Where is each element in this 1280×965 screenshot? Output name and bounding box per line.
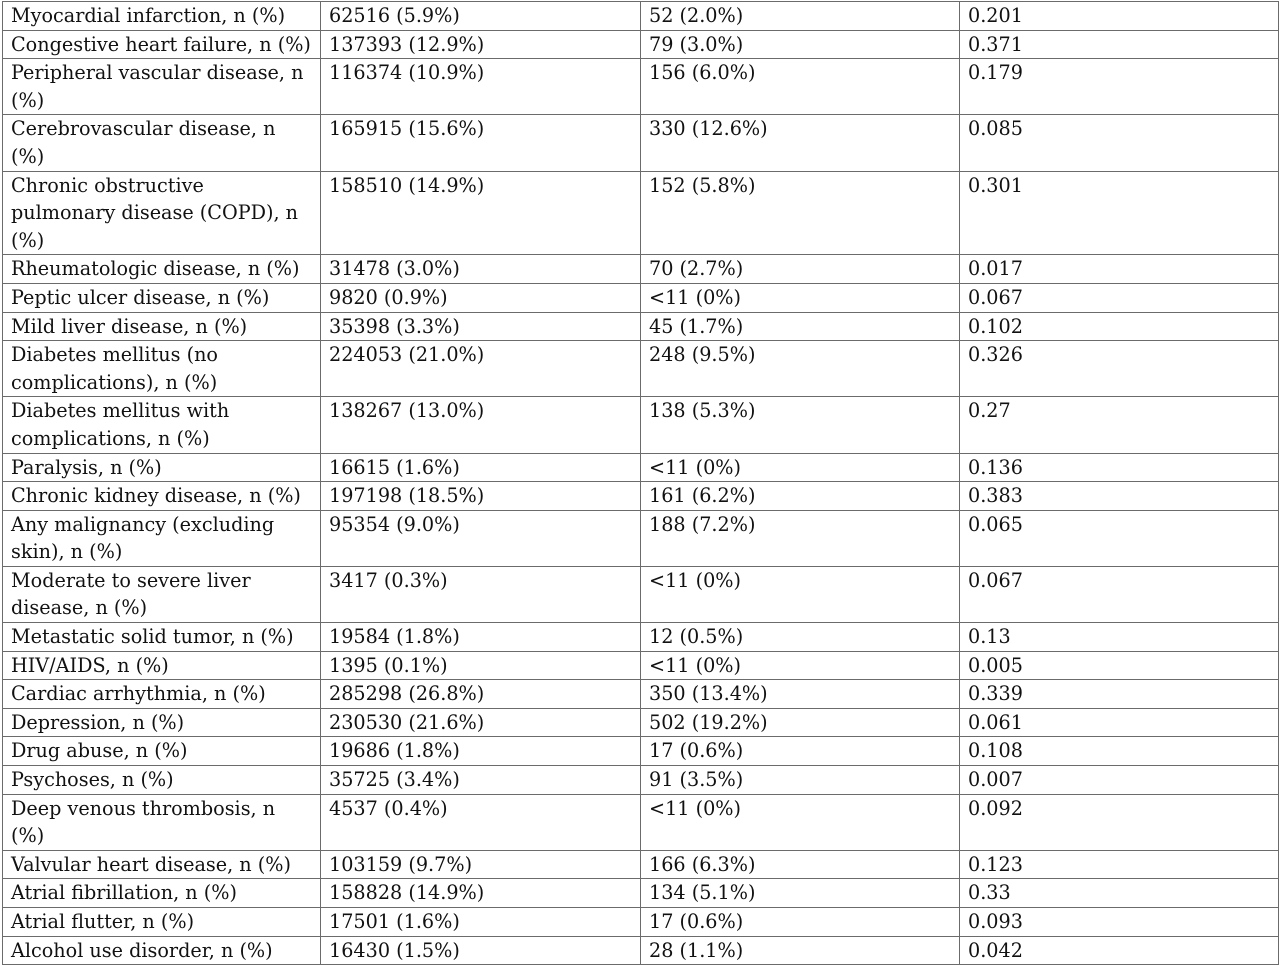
table-row [3, 30, 1279, 59]
group-count-cell: 152 (5.8%) [641, 171, 960, 255]
overall-count-cell: 19686 (1.8%) [321, 737, 641, 766]
table-row [3, 510, 1279, 566]
smd-value-cell: 0.065 [960, 510, 1279, 566]
smd-value-cell: 0.371 [960, 30, 1279, 59]
smd-value-cell: 0.102 [960, 312, 1279, 341]
group-count-cell: 156 (6.0%) [641, 59, 960, 115]
table-row [3, 312, 1279, 341]
smd-value-cell: 0.042 [960, 936, 1279, 965]
group-count-cell: 52 (2.0%) [641, 2, 960, 31]
table-row [3, 283, 1279, 312]
smd-value-cell: 0.067 [960, 566, 1279, 622]
table-row [3, 341, 1279, 397]
smd-value-cell: 0.085 [960, 115, 1279, 171]
overall-count-cell: 138267 (13.0%) [321, 397, 641, 453]
group-count-cell: 330 (12.6%) [641, 115, 960, 171]
overall-count-cell: 285298 (26.8%) [321, 680, 641, 709]
condition-label-cell: Rheumatologic disease, n (%) [3, 255, 321, 284]
table-row [3, 651, 1279, 680]
group-count-cell: 166 (6.3%) [641, 850, 960, 879]
condition-label-cell: Diabetes mellitus with complications, n (%) [3, 397, 321, 453]
condition-label-cell: Congestive heart failure, n (%) [3, 30, 321, 59]
group-count-cell: 350 (13.4%) [641, 680, 960, 709]
condition-label-cell: Deep venous thrombosis, n (%) [3, 794, 321, 850]
condition-label-cell: Myocardial infarction, n (%) [3, 2, 321, 31]
table-row [3, 453, 1279, 482]
condition-label-cell: Valvular heart disease, n (%) [3, 850, 321, 879]
overall-count-cell: 17501 (1.6%) [321, 908, 641, 937]
condition-label-cell: Chronic obstructive pulmonary disease (COPD), n (%) [3, 171, 321, 255]
smd-value-cell: 0.27 [960, 397, 1279, 453]
condition-label-cell: Diabetes mellitus (no complications), n (%) [3, 341, 321, 397]
table-row [3, 566, 1279, 622]
group-count-cell: <11 (0%) [641, 283, 960, 312]
table-row [3, 936, 1279, 965]
group-count-cell: 45 (1.7%) [641, 312, 960, 341]
smd-value-cell: 0.201 [960, 2, 1279, 31]
smd-value-cell: 0.136 [960, 453, 1279, 482]
group-count-cell: <11 (0%) [641, 651, 960, 680]
overall-count-cell: 224053 (21.0%) [321, 341, 641, 397]
overall-count-cell: 158510 (14.9%) [321, 171, 641, 255]
smd-value-cell: 0.13 [960, 623, 1279, 652]
smd-value-cell: 0.33 [960, 879, 1279, 908]
overall-count-cell: 62516 (5.9%) [321, 2, 641, 31]
group-count-cell: 17 (0.6%) [641, 908, 960, 937]
table-row [3, 255, 1279, 284]
overall-count-cell: 19584 (1.8%) [321, 623, 641, 652]
table-row [3, 737, 1279, 766]
smd-value-cell: 0.067 [960, 283, 1279, 312]
smd-value-cell: 0.061 [960, 708, 1279, 737]
condition-label-cell: Chronic kidney disease, n (%) [3, 482, 321, 511]
overall-count-cell: 103159 (9.7%) [321, 850, 641, 879]
overall-count-cell: 230530 (21.6%) [321, 708, 641, 737]
condition-label-cell: HIV/AIDS, n (%) [3, 651, 321, 680]
table-row [3, 482, 1279, 511]
smd-value-cell: 0.093 [960, 908, 1279, 937]
condition-label-cell: Atrial fibrillation, n (%) [3, 879, 321, 908]
condition-label-cell: Any malignancy (excluding skin), n (%) [3, 510, 321, 566]
overall-count-cell: 31478 (3.0%) [321, 255, 641, 284]
group-count-cell: <11 (0%) [641, 566, 960, 622]
group-count-cell: 248 (9.5%) [641, 341, 960, 397]
comorbidity-table-container [2, 1, 1279, 965]
group-count-cell: <11 (0%) [641, 794, 960, 850]
condition-label-cell: Psychoses, n (%) [3, 766, 321, 795]
condition-label-cell: Moderate to severe liver disease, n (%) [3, 566, 321, 622]
table-row [3, 397, 1279, 453]
table-row [3, 908, 1279, 937]
group-count-cell: 12 (0.5%) [641, 623, 960, 652]
table-row [3, 766, 1279, 795]
group-count-cell: 17 (0.6%) [641, 737, 960, 766]
condition-label-cell: Atrial flutter, n (%) [3, 908, 321, 937]
condition-label-cell: Alcohol use disorder, n (%) [3, 936, 321, 965]
condition-label-cell: Paralysis, n (%) [3, 453, 321, 482]
smd-value-cell: 0.123 [960, 850, 1279, 879]
comorbidity-table [2, 1, 1279, 965]
smd-value-cell: 0.301 [960, 171, 1279, 255]
smd-value-cell: 0.005 [960, 651, 1279, 680]
overall-count-cell: 165915 (15.6%) [321, 115, 641, 171]
overall-count-cell: 137393 (12.9%) [321, 30, 641, 59]
overall-count-cell: 35398 (3.3%) [321, 312, 641, 341]
overall-count-cell: 16430 (1.5%) [321, 936, 641, 965]
table-row [3, 115, 1279, 171]
overall-count-cell: 9820 (0.9%) [321, 283, 641, 312]
group-count-cell: 188 (7.2%) [641, 510, 960, 566]
table-row [3, 850, 1279, 879]
smd-value-cell: 0.383 [960, 482, 1279, 511]
overall-count-cell: 3417 (0.3%) [321, 566, 641, 622]
group-count-cell: 138 (5.3%) [641, 397, 960, 453]
condition-label-cell: Drug abuse, n (%) [3, 737, 321, 766]
table-row [3, 59, 1279, 115]
group-count-cell: <11 (0%) [641, 453, 960, 482]
group-count-cell: 161 (6.2%) [641, 482, 960, 511]
overall-count-cell: 35725 (3.4%) [321, 766, 641, 795]
overall-count-cell: 95354 (9.0%) [321, 510, 641, 566]
condition-label-cell: Metastatic solid tumor, n (%) [3, 623, 321, 652]
group-count-cell: 502 (19.2%) [641, 708, 960, 737]
group-count-cell: 134 (5.1%) [641, 879, 960, 908]
table-body [3, 2, 1279, 965]
smd-value-cell: 0.339 [960, 680, 1279, 709]
overall-count-cell: 197198 (18.5%) [321, 482, 641, 511]
condition-label-cell: Cardiac arrhythmia, n (%) [3, 680, 321, 709]
smd-value-cell: 0.326 [960, 341, 1279, 397]
table-row [3, 171, 1279, 255]
smd-value-cell: 0.092 [960, 794, 1279, 850]
overall-count-cell: 116374 (10.9%) [321, 59, 641, 115]
group-count-cell: 91 (3.5%) [641, 766, 960, 795]
overall-count-cell: 16615 (1.6%) [321, 453, 641, 482]
table-row [3, 623, 1279, 652]
condition-label-cell: Peptic ulcer disease, n (%) [3, 283, 321, 312]
smd-value-cell: 0.179 [960, 59, 1279, 115]
smd-value-cell: 0.007 [960, 766, 1279, 795]
group-count-cell: 28 (1.1%) [641, 936, 960, 965]
table-row [3, 2, 1279, 31]
group-count-cell: 70 (2.7%) [641, 255, 960, 284]
overall-count-cell: 1395 (0.1%) [321, 651, 641, 680]
table-row [3, 680, 1279, 709]
condition-label-cell: Peripheral vascular disease, n (%) [3, 59, 321, 115]
condition-label-cell: Depression, n (%) [3, 708, 321, 737]
table-row [3, 794, 1279, 850]
smd-value-cell: 0.108 [960, 737, 1279, 766]
group-count-cell: 79 (3.0%) [641, 30, 960, 59]
smd-value-cell: 0.017 [960, 255, 1279, 284]
overall-count-cell: 4537 (0.4%) [321, 794, 641, 850]
table-row [3, 879, 1279, 908]
condition-label-cell: Cerebrovascular disease, n (%) [3, 115, 321, 171]
condition-label-cell: Mild liver disease, n (%) [3, 312, 321, 341]
table-row [3, 708, 1279, 737]
overall-count-cell: 158828 (14.9%) [321, 879, 641, 908]
